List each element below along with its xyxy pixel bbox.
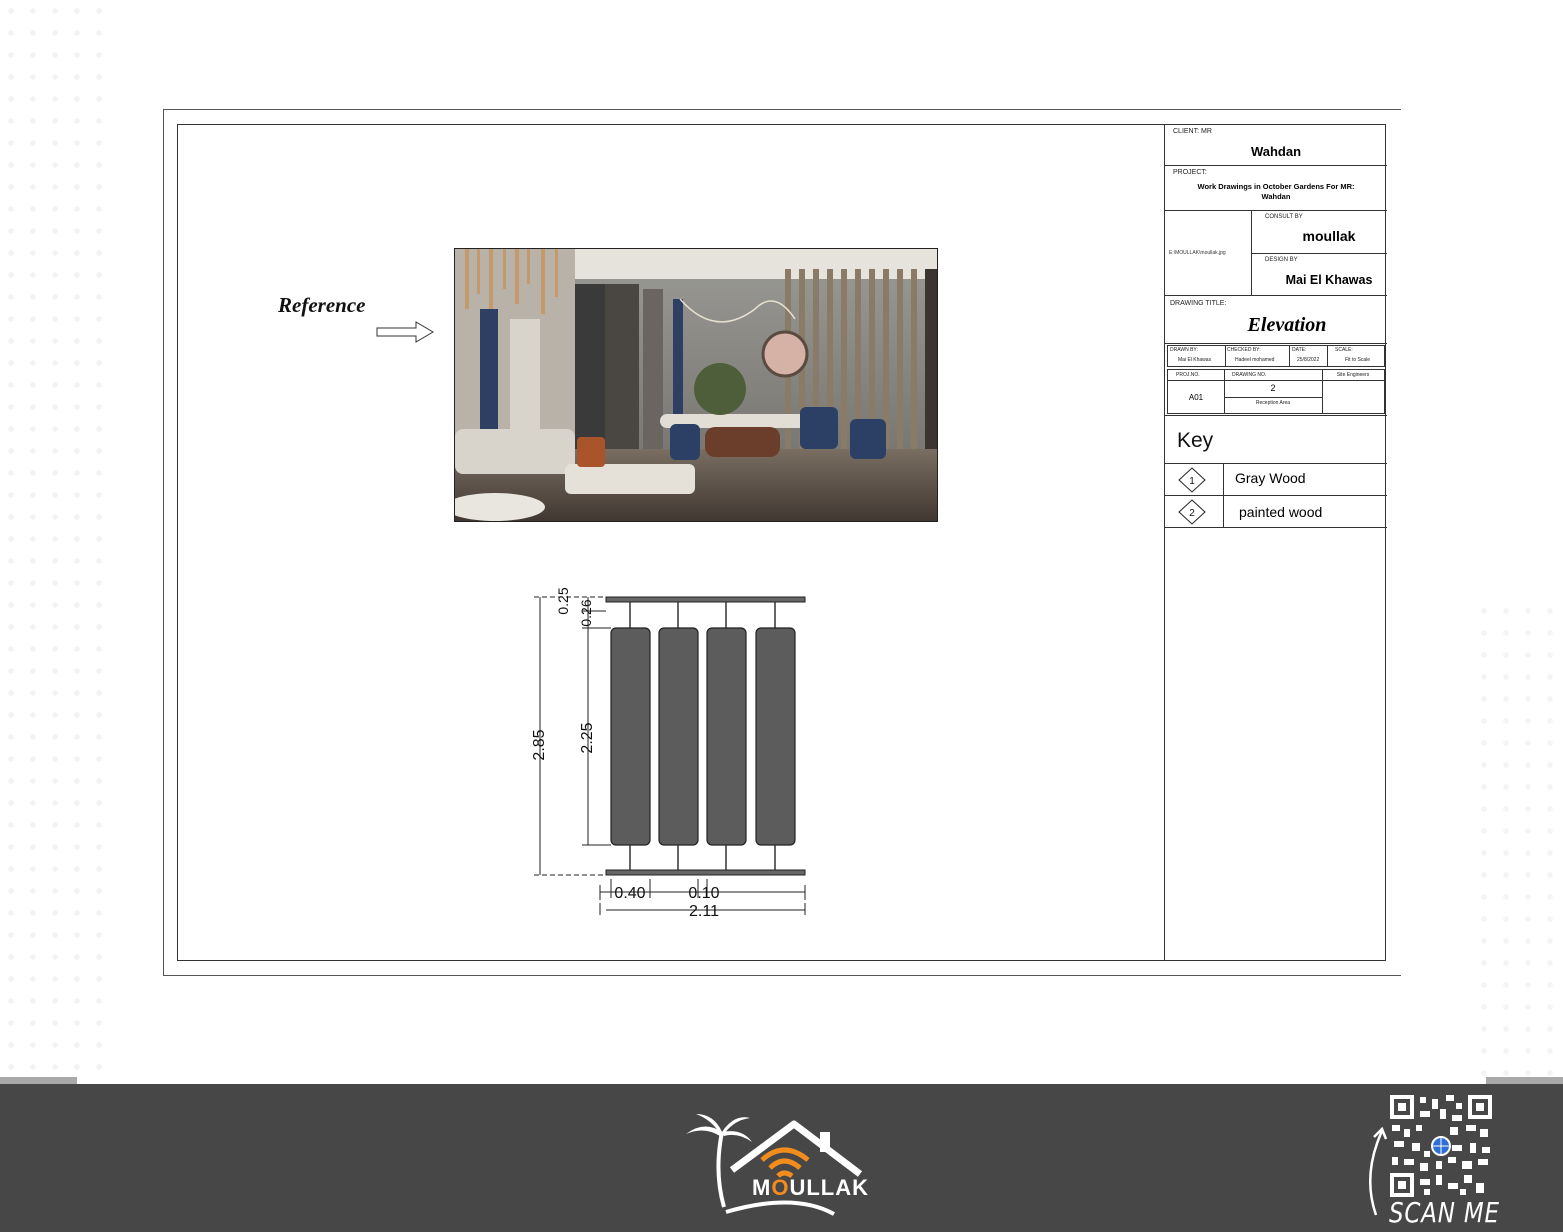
dim-total-width: 2.11 [689, 903, 719, 920]
scan-arrow-icon [1360, 1125, 1388, 1220]
drawn-by-cell [1168, 346, 1226, 366]
panel-1 [611, 602, 650, 870]
proj-no-cell [1168, 370, 1225, 413]
bottom-rail [606, 870, 805, 875]
consult-label: CONSULT BY [1265, 214, 1303, 220]
reference-label: Reference [278, 293, 366, 317]
elevation-drawing [520, 575, 820, 925]
logo-cell [1165, 211, 1252, 295]
client-label: CLIENT: MR [1173, 128, 1212, 135]
dim-top-1: 0.25 [555, 587, 571, 615]
project-row [1165, 166, 1387, 211]
project-label: PROJECT: [1173, 169, 1207, 176]
design-value: Mai El Khawas [1285, 273, 1373, 287]
project-number-row [1167, 369, 1385, 414]
panel-3 [707, 602, 746, 870]
drawing-title-row [1165, 296, 1387, 344]
key-marker-icon [1178, 467, 1206, 493]
reference-photo [454, 248, 938, 522]
dim-gap: 0.10 [688, 885, 720, 902]
drawn-by-label: DRAWN BY: [1170, 347, 1198, 353]
meta-row [1167, 345, 1385, 367]
brand-name: MOULLAK [752, 1175, 869, 1200]
consult-cell [1251, 211, 1387, 254]
drawing-no-value: 2 [1270, 383, 1276, 393]
design-cell [1251, 253, 1387, 295]
panel-2 [659, 602, 698, 870]
design-label: DESIGN BY [1265, 257, 1298, 263]
key-item-label: Gray Wood [1235, 470, 1306, 486]
proj-no-value: A01 [1188, 393, 1204, 402]
date-label: DATE: [1292, 347, 1307, 353]
title-block [1164, 124, 1386, 961]
key-title: Key [1177, 429, 1214, 452]
interior-render-image [455, 249, 938, 522]
drawing-no-cell [1224, 370, 1323, 413]
svg-text:1: 1 [1189, 476, 1195, 487]
key-item-1 [1165, 464, 1387, 496]
date-cell [1289, 346, 1328, 366]
client-name: Wahdan [1250, 144, 1302, 159]
checked-by-label: CHECKED BY: [1227, 347, 1261, 353]
scale-label: SCALE: [1335, 347, 1353, 353]
dim-top-2: 0.26 [578, 599, 594, 627]
scale-value: Fit to Scale [1345, 357, 1371, 363]
reference-arrow-icon [376, 320, 436, 344]
checked-by-value: Hadeel mohamed [1235, 357, 1275, 363]
proj-no-label: PROJ.NO. [1176, 372, 1200, 378]
drawing-title: Elevation [1247, 314, 1327, 336]
site-value: Site Engineers [1336, 372, 1370, 378]
dim-total-height: 2.85 [531, 729, 548, 761]
moullak-logo-icon [684, 1112, 884, 1222]
client-row [1165, 124, 1387, 166]
logo-file-path: E:\MOULLAK\moullak.jpg [1169, 250, 1226, 256]
key-marker-icon [1178, 499, 1206, 525]
date-value: 25/8/2022 [1297, 357, 1320, 363]
consult-design-row [1165, 211, 1387, 296]
key-header [1165, 415, 1387, 464]
project-name: Work Drawings in October Gardens For MR: Wahdan [1197, 182, 1355, 201]
drawing-no-label: DRAWING NO. [1232, 372, 1267, 378]
checked-by-cell [1225, 346, 1290, 366]
drawing-title-label: DRAWING TITLE: [1170, 300, 1227, 307]
site-cell [1322, 370, 1384, 413]
dot-pattern-left [0, 0, 110, 1080]
drawn-by-value: Mai El Khawas [1178, 357, 1212, 363]
consult-value: moullak [1302, 228, 1356, 244]
wood-panels [611, 602, 795, 870]
panel-4 [756, 602, 795, 870]
dot-pattern-right [1473, 600, 1563, 1080]
scan-me-text: SCAN ME [1389, 1196, 1500, 1229]
scale-cell [1327, 346, 1384, 366]
key-item-label: painted wood [1239, 504, 1323, 520]
qr-code-icon[interactable] [1390, 1095, 1492, 1197]
dim-panel-height: 2.25 [579, 722, 596, 754]
key-item-2 [1165, 496, 1387, 528]
area-value: Reception Area [1255, 400, 1291, 406]
svg-text:2: 2 [1189, 508, 1195, 519]
top-rail [606, 597, 805, 602]
dim-panel-width: 0.40 [614, 885, 646, 902]
